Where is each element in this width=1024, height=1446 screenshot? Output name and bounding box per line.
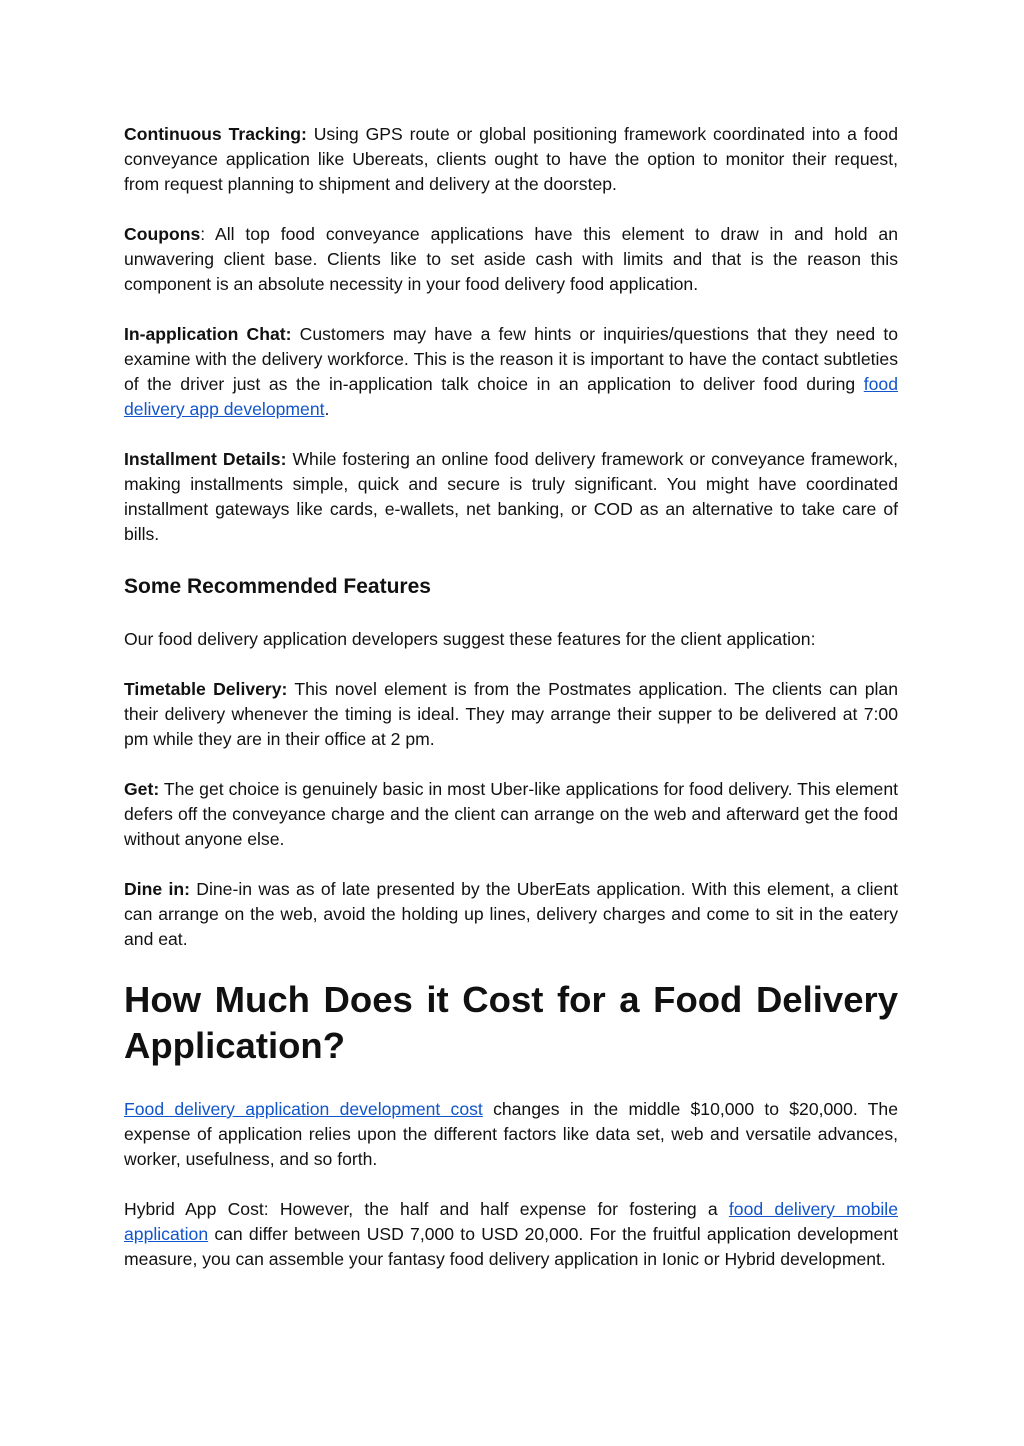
feature-label: Timetable Delivery: [124, 679, 288, 699]
feature-text: This novel element is from the Postmates application. The clients can plan their delivery whenever the timing is ideal. They may arrange their supper to be delivered at 7:00 pm while they are in their office at 2 pm. [124, 679, 898, 749]
paragraph-in-app-chat [124, 322, 898, 422]
cost-text: changes in the middle $10,000 to $20,000. The expense of application relies upon the different factors like data set, web and versatile advances, worker, usefulness, and so forth. [124, 1099, 898, 1169]
cost-heading: How Much Does it Cost for a Food Delivery Application? [124, 979, 898, 1066]
feature-label: Dine in: [124, 879, 190, 899]
paragraph-coupons [124, 222, 898, 297]
feature-text: While fostering an online food delivery framework or conveyance framework, making installments simple, quick and secure is truly significant. You might have coordinated installment gateways like cards, e-wallets, net banking, or COD as an alternative to take care of bills. [124, 449, 898, 544]
paragraph-timetable-delivery [124, 677, 898, 752]
paragraph-dine-in [124, 877, 898, 952]
hybrid-text-end: can differ between USD 7,000 to USD 20,000. For the fruitful application development measure, you can assemble your fantasy food delivery application in Ionic or Hybrid development. [124, 1224, 898, 1269]
hybrid-text-start: Hybrid App Cost: However, the half and half expense for fostering a [124, 1199, 729, 1219]
feature-label: Get: [124, 779, 160, 799]
paragraph-hybrid-cost [124, 1197, 898, 1272]
recommended-features-heading: Some Recommended Features [124, 575, 431, 598]
paragraph-continuous-tracking [124, 122, 898, 197]
food-delivery-app-development-link[interactable]: food delivery app development [124, 374, 898, 419]
recommended-intro: Our food delivery application developers suggest these features for the client application: [124, 629, 816, 649]
feature-label: In-application Chat: [124, 324, 292, 344]
feature-text-end: . [324, 399, 330, 419]
feature-text: Using GPS route or global positioning framework coordinated into a food conveyance application like Ubereats, clients ought to have the option to monitor their request, from request planning to shipment and delivery at the doorstep. [124, 124, 898, 194]
food-delivery-mobile-application-link[interactable]: food delivery mobile application [124, 1199, 898, 1244]
feature-text: : All top food conveyance applications have this element to draw in and hold an unwavering client base. Clients like to set aside cash with limits and that is the reason this component is an absolute necessity in your food delivery food application. [124, 224, 898, 294]
paragraph-get [124, 777, 898, 852]
feature-label: Coupons [124, 224, 201, 244]
paragraph-cost [124, 1097, 898, 1172]
paragraph-installment-details [124, 447, 898, 547]
feature-label: Installment Details: [124, 449, 287, 469]
feature-label: Continuous Tracking: [124, 124, 307, 144]
feature-text: Customers may have a few hints or inquiries/questions that they need to examine with the delivery workforce. This is the reason it is important to have the contact subtleties of the driver just as the in-application talk choice in an application to deliver food during [124, 324, 898, 394]
feature-text: The get choice is genuinely basic in most Uber-like applications for food delivery. This element defers off the conveyance charge and the client can arrange on the web and afterward get the food without anyone else. [124, 779, 898, 849]
feature-text: Dine-in was as of late presented by the UberEats application. With this element, a client can arrange on the web, avoid the holding up lines, delivery charges and come to sit in the eatery and eat. [124, 879, 898, 949]
development-cost-link[interactable]: Food delivery application development cost [124, 1099, 483, 1119]
